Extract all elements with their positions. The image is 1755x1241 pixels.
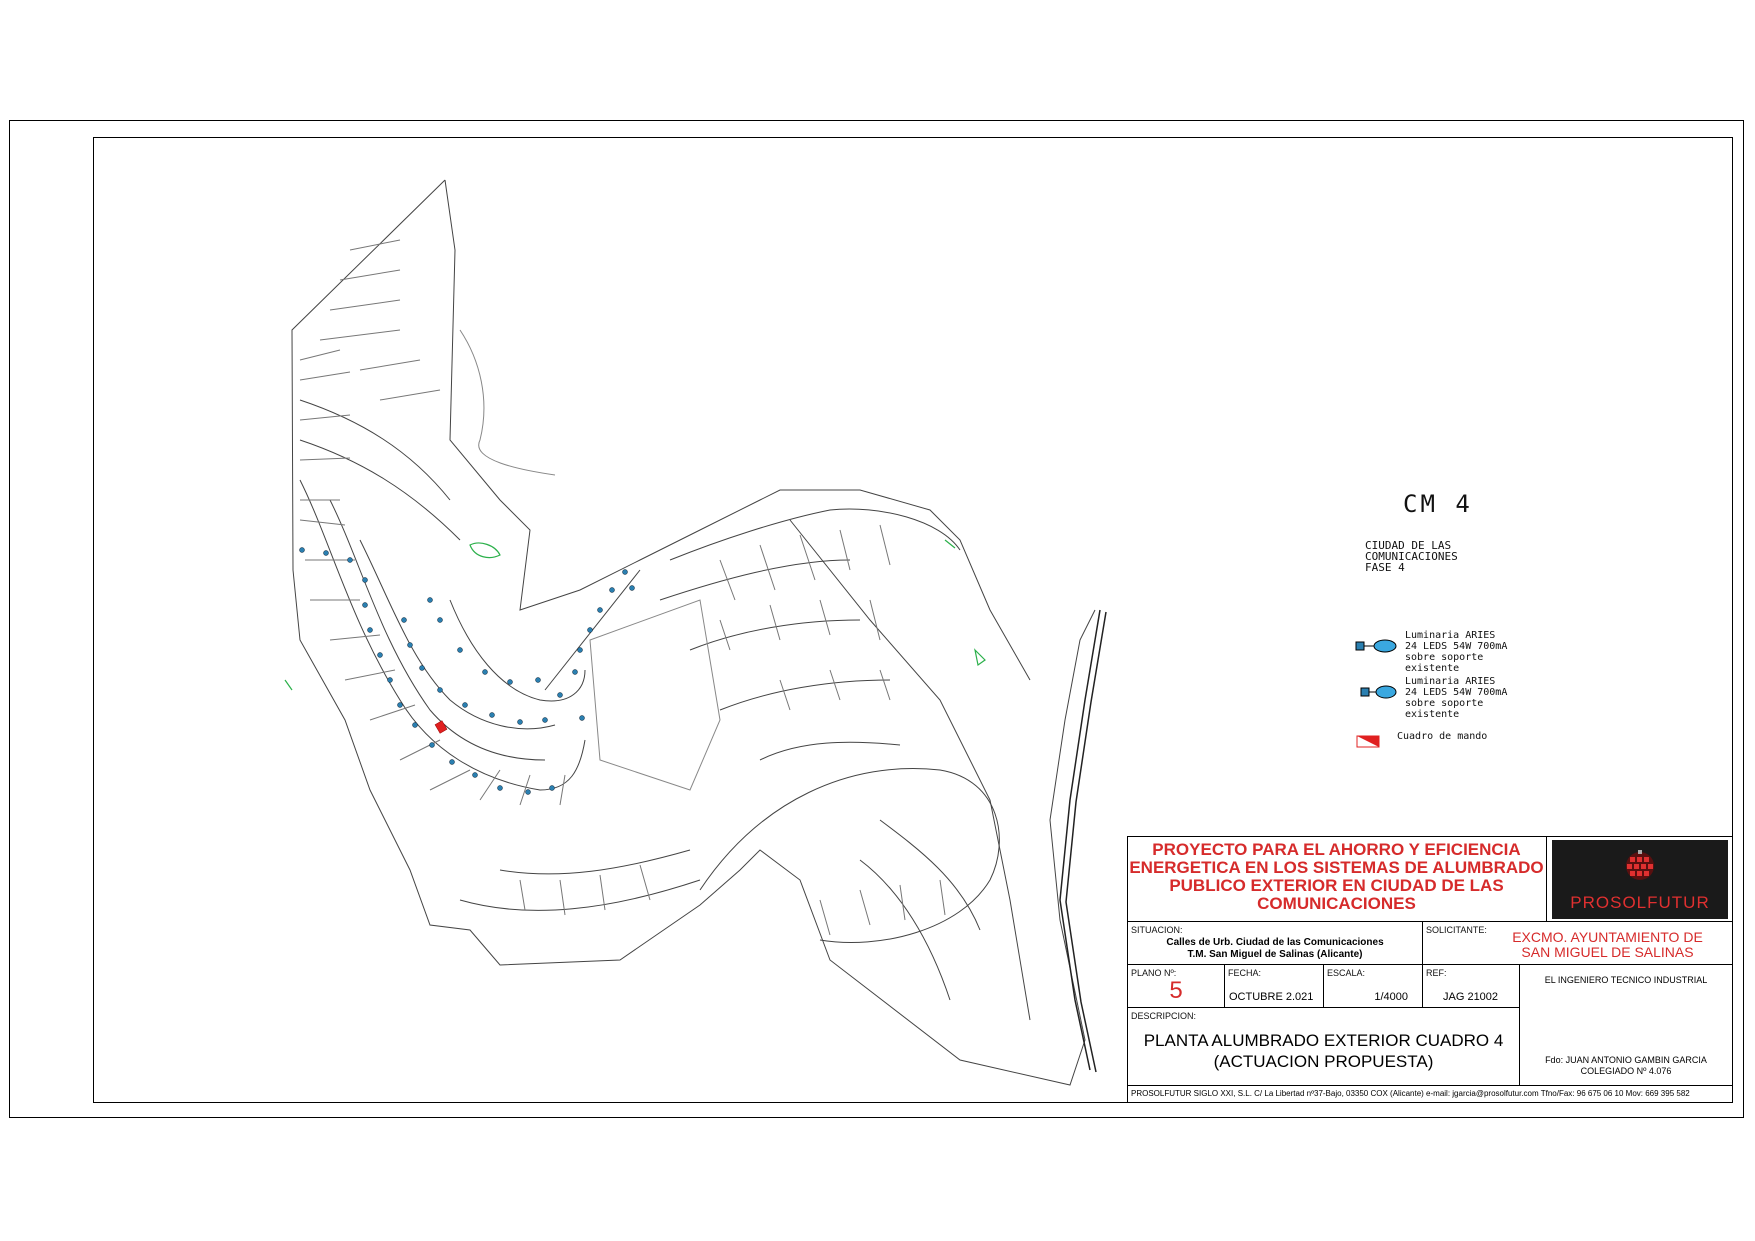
- ref-label: REF:: [1426, 968, 1447, 978]
- plano-value: 5: [1169, 977, 1183, 1004]
- plano-label: PLANO Nº:: [1131, 968, 1177, 978]
- street-east-2: [660, 560, 850, 600]
- luminaire: [402, 618, 407, 623]
- luminaire: [428, 598, 433, 603]
- situacion-label: SITUACION:: [1131, 925, 1183, 935]
- situacion-line-1: Calles de Urb. Ciudad de las Comunicaciones: [1166, 937, 1384, 948]
- descripcion-cell: [1127, 1007, 1520, 1086]
- project-title: PROYECTO PARA EL AHORRO Y EFICIENCIA ENERGETICA EN LOS SISTEMAS DE ALUMBRADO PUBLICO EXTERIOR EN CIUDAD DE LAS COMUNICACIONES: [1127, 836, 1547, 922]
- descripcion-label: DESCRIPCION:: [1131, 1011, 1197, 1021]
- luminaire-legend-icon: [1355, 684, 1397, 700]
- luminaire: [490, 713, 495, 718]
- rural-path: [460, 330, 555, 475]
- luminaire: [573, 670, 578, 675]
- parcels-west: [300, 350, 565, 805]
- green-line-1: [285, 680, 292, 690]
- luminaire: [526, 790, 531, 795]
- descripcion-line-2: (ACTUACION PROPUESTA): [1213, 1052, 1434, 1071]
- luminaire: [300, 548, 305, 553]
- parcels-south: [520, 865, 945, 935]
- luminaire: [498, 786, 503, 791]
- luminaire: [588, 628, 593, 633]
- cm-label: CM 4: [1403, 490, 1473, 518]
- boundary-west: [292, 180, 1095, 1085]
- situacion-line-2: T.M. San Miguel de Salinas (Alicante): [1187, 949, 1363, 960]
- luminaire: [348, 558, 353, 563]
- escala-label: ESCALA:: [1327, 968, 1366, 978]
- street-east-1: [670, 509, 960, 560]
- subtitle-block: [1365, 540, 1458, 573]
- street-east-3: [690, 620, 860, 650]
- legend-text-3: Cuadro de mando: [1397, 731, 1488, 742]
- boundary-north: [445, 180, 1030, 680]
- luminaire: [598, 608, 603, 613]
- descripcion-line-1: PLANTA ALUMBRADO EXTERIOR CUADRO 4: [1143, 1031, 1504, 1050]
- legend-text-1: Luminaria ARIES 24 LEDS 54W 700mA sobre soporte existente: [1405, 630, 1508, 674]
- street-east-main: [790, 520, 1030, 1020]
- luminaire: [420, 666, 425, 671]
- luminaire: [363, 578, 368, 583]
- luminaire: [630, 586, 635, 591]
- green-area-1: [470, 543, 500, 557]
- escala-cell: [1323, 964, 1423, 1008]
- luminaire: [438, 688, 443, 693]
- street-loop: [450, 600, 585, 701]
- luminaire: [610, 588, 615, 593]
- solicitante-line-2: SAN MIGUEL DE SALINAS: [1521, 944, 1694, 960]
- luminaire: [463, 703, 468, 708]
- ingeniero-label: EL INGENIERO TECNICO INDUSTRIAL: [1544, 975, 1708, 985]
- green-line-2: [945, 540, 955, 548]
- solicitante-line-1: EXCMO. AYUNTAMIENTO DE: [1512, 929, 1703, 945]
- street-west-ring: [360, 540, 555, 729]
- street-south-1: [500, 850, 690, 874]
- luminaire: [623, 570, 628, 575]
- luminaire: [363, 603, 368, 608]
- situacion-value: [1128, 937, 1422, 961]
- luminaire: [368, 628, 373, 633]
- control-box-icon: [1355, 733, 1397, 749]
- luminaire: [430, 743, 435, 748]
- luminaire: [408, 643, 413, 648]
- footer-text: PROSOLFUTUR SIGLO XXI, S.L. C/ La Libertad nº37-Bajo, 03350 COX (Alicante) e-mail: jgarcia@prosolfutur.com Tfno/Fax: 96 675 06 10 Mov: 669 395 582: [1131, 1089, 1690, 1098]
- luminaire: [580, 716, 585, 721]
- street-north-a: [300, 400, 450, 500]
- legend-text-2: Luminaria ARIES 24 LEDS 54W 700mA sobre soporte existente: [1405, 676, 1508, 720]
- street-east-4: [720, 680, 890, 710]
- luminaire: [458, 648, 463, 653]
- fecha-label: FECHA:: [1228, 968, 1262, 978]
- luminaire: [378, 653, 383, 658]
- ref-cell: [1422, 964, 1520, 1008]
- parcels-north: [320, 240, 440, 400]
- street-east-loop: [700, 769, 999, 943]
- street-curve-se2: [860, 860, 950, 1000]
- luminaire: [536, 678, 541, 683]
- solicitante-label: SOLICITANTE:: [1426, 925, 1487, 935]
- ref-value: JAG 21002: [1443, 991, 1499, 1003]
- luminaire: [413, 723, 418, 728]
- luminaire: [438, 618, 443, 623]
- luminaire: [578, 648, 583, 653]
- luminaire: [508, 680, 513, 685]
- logo-text: PROSOLFUTUR: [1570, 893, 1710, 912]
- firma-block: [1520, 1055, 1732, 1077]
- firma-line-2: COLEGIADO Nº 4.076: [1580, 1066, 1672, 1076]
- zone-polygon: [590, 600, 720, 790]
- company-logo: [1552, 840, 1728, 919]
- green-area-2: [975, 650, 985, 665]
- solicitante-value: [1483, 930, 1732, 960]
- footer-cell: [1127, 1085, 1733, 1103]
- subtitle-line-1: CIUDAD DE LAS: [1365, 539, 1452, 552]
- street-north-b: [300, 440, 460, 540]
- parcels-east: [720, 525, 890, 710]
- street-curve-se: [880, 820, 980, 930]
- fecha-value: OCTUBRE 2.021: [1229, 991, 1314, 1003]
- firma-line-1: Fdo: JUAN ANTONIO GAMBIN GARCIA: [1545, 1055, 1707, 1065]
- solicitante-cell: [1422, 921, 1733, 965]
- street-west-outer: [300, 480, 585, 790]
- luminaire: [473, 773, 478, 778]
- luminaire: [550, 786, 555, 791]
- fecha-cell: [1224, 964, 1324, 1008]
- escala-value: 1/4000: [1374, 991, 1408, 1003]
- plano-cell: [1127, 964, 1225, 1008]
- ingeniero-cell: [1519, 964, 1733, 1086]
- luminaire: [558, 693, 563, 698]
- logo-globe-icon: [1620, 848, 1660, 884]
- subtitle-line-2: COMUNICACIONES: [1365, 550, 1458, 563]
- control-box-marker: [435, 721, 447, 734]
- situacion-cell: [1127, 921, 1423, 965]
- street-south-2: [460, 880, 700, 910]
- railway-line: [1060, 610, 1100, 1070]
- luminaire-legend-icon: [1355, 638, 1397, 654]
- luminaire: [483, 670, 488, 675]
- luminaire: [324, 551, 329, 556]
- descripcion-value: [1128, 1030, 1519, 1072]
- luminaire: [398, 703, 403, 708]
- subtitle-line-3: FASE 4: [1365, 561, 1405, 574]
- luminaire: [518, 720, 523, 725]
- luminaire: [450, 760, 455, 765]
- luminaire: [388, 678, 393, 683]
- street-east-5: [760, 742, 900, 760]
- luminaire: [543, 718, 548, 723]
